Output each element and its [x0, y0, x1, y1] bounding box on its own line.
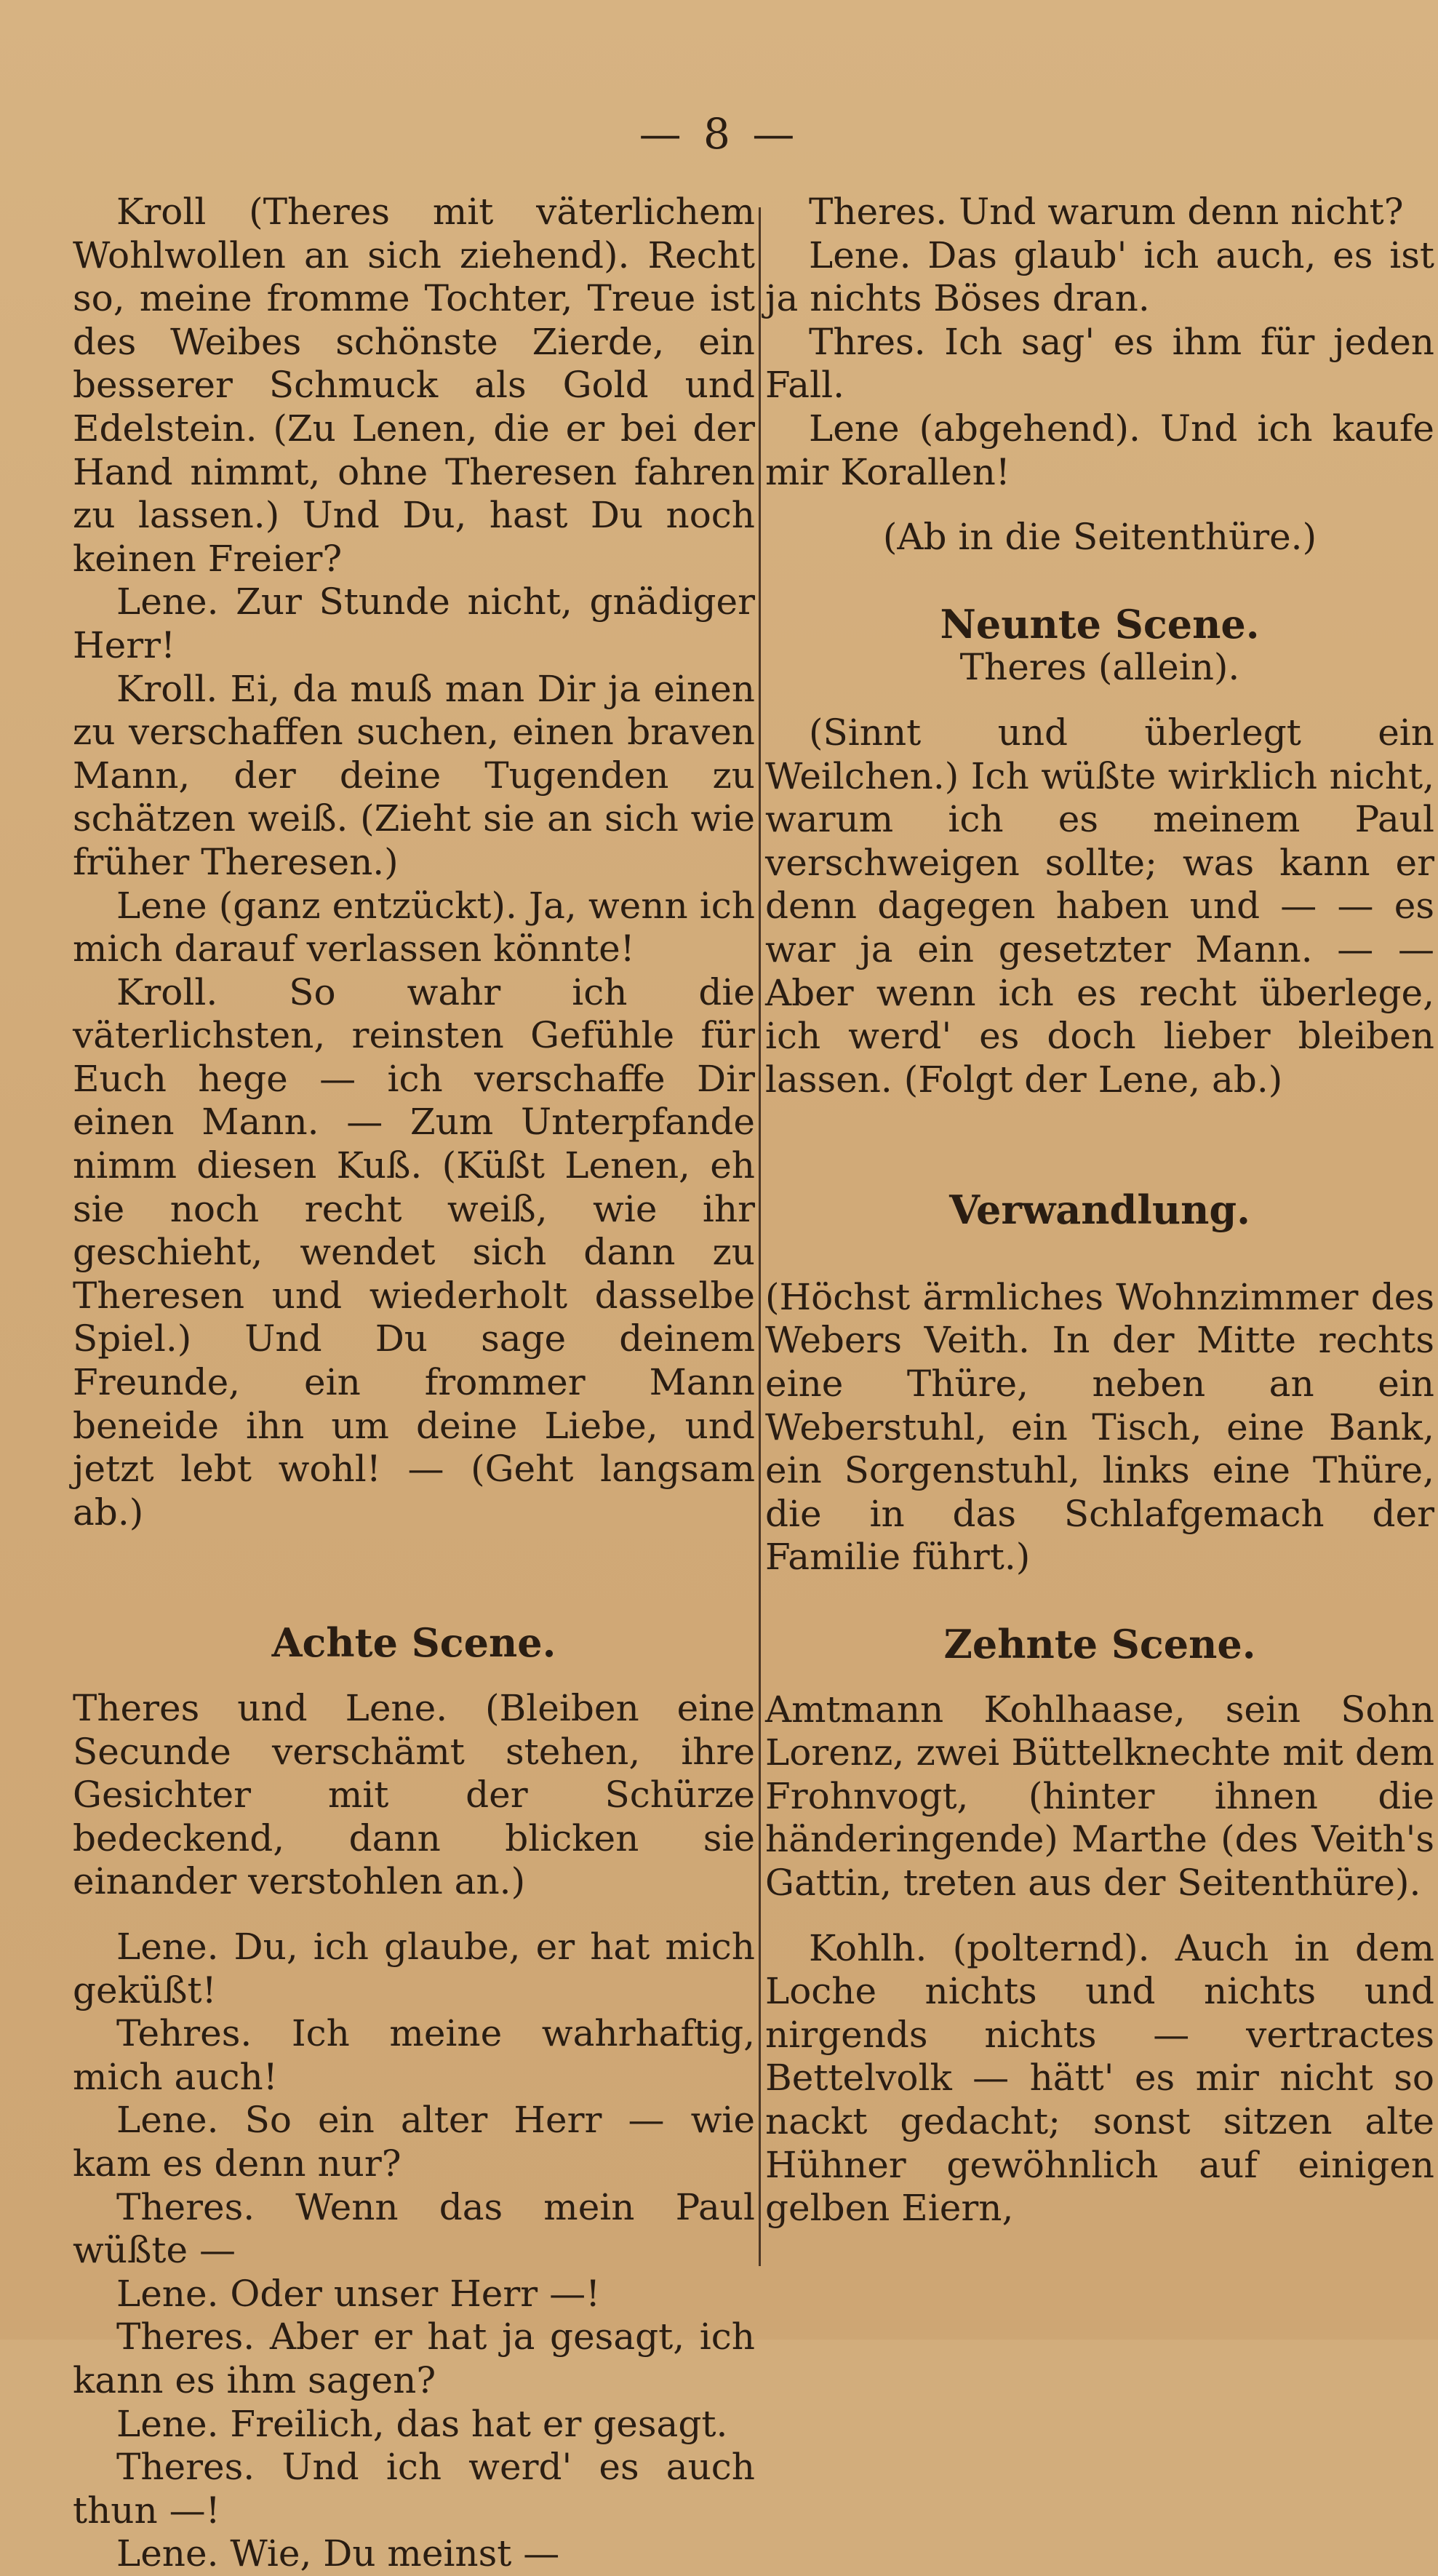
- monologue-theres: (Sinnt und überlegt ein Weilchen.) Ich wüßte wirklich nicht, warum ich es meinem Paul verschweigen sollte; was kann er denn dagegen haben und — — es war ja ein gesetzter Mann. — — Aber wenn ich es recht überlege, ich werd' es doch lieber bleiben lassen. (Folgt der Lene, ab.): [765, 711, 1434, 1101]
- dialogue-lene-9: Lene (abgehend). Und ich kaufe mir Korallen!: [765, 407, 1434, 493]
- dialogue-lene-5: Lene. Oder unser Herr —!: [116, 2272, 601, 2315]
- page-number: — 8 —: [639, 109, 799, 159]
- character-theres-allein: Theres (allein).: [959, 646, 1240, 689]
- dialogue-theres-4: Theres. Und ich werd' es auch thun —!: [73, 2446, 755, 2532]
- dialogue-theres-1: Tehres. Ich meine wahrhaftig, mich auch!: [73, 2012, 755, 2098]
- scene-heading-achte: Achte Scene.: [271, 1619, 556, 1667]
- dialogue-lene-7: Lene. Wie, Du meinst —: [116, 2532, 560, 2575]
- stage-direction-room: (Höchst ärmliches Wohnzimmer des Webers Veith. In der Mitte rechts eine Thüre, neben an ein Weberstuhl, ein Tisch, eine Bank, ein Sorgenstuhl, links eine Thüre, die in das Schlafgemach der Familie führt.): [765, 1275, 1434, 1579]
- stage-direction-zehnte: Amtmann Kohlhaase, sein Sohn Lorenz, zwei Büttelknechte mit dem Frohnvogt, (hinter ihnen die händeringende) Marthe (des Veith's Gattin, treten aus der Seitenthüre).: [765, 1688, 1434, 1904]
- dialogue-theres-6: Thres. Ich sag' es ihm für jeden Fall.: [765, 320, 1434, 407]
- dialogue-theres-3: Theres. Aber er hat ja gesagt, ich kann es ihm sagen?: [73, 2316, 755, 2401]
- column-divider: [759, 207, 761, 2266]
- dialogue-lene-3: Lene. Du, ich glaube, er hat mich geküßt!: [73, 1925, 755, 2011]
- left-column: [73, 191, 755, 2576]
- dialogue-theres-2: Theres. Wenn das mein Paul wüßte —: [73, 2185, 755, 2272]
- dialogue-lene-8: Lene. Das glaub' ich auch, es ist ja nichts Böses dran.: [765, 234, 1434, 320]
- stage-direction-achte: Theres und Lene. (Bleiben eine Secunde verschämt stehen, ihre Gesichter mit der Schürze bedeckend, dann blicken sie einander verstohlen an.): [73, 1687, 755, 1903]
- dialogue-kroll-2: Kroll. Ei, da muß man Dir ja einen zu verschaffen suchen, einen braven Mann, der deine Tugenden zu schätzen weiß. (Zieht sie an sich wie früher Theresen.): [73, 667, 755, 883]
- stage-direction-exit: (Ab in die Seitenthüre.): [882, 516, 1317, 559]
- dialogue-lene-1: Lene. Zur Stunde nicht, gnädiger Herr!: [73, 581, 755, 666]
- dialogue-kroll-1: Kroll (Theres mit väterlichem Wohlwollen an sich ziehend). Recht so, meine fromme Tochter, Treue ist des Weibes schönste Zierde, ein besserer Schmuck als Gold und Edelstein. (Zu Lenen, die er bei der Hand nimmt, ohne Theresen fahren zu lassen.) Und Du, hast Du noch keinen Freier?: [73, 191, 755, 580]
- scene-heading-zehnte: Zehnte Scene.: [943, 1621, 1256, 1668]
- scene-heading-verwandlung: Verwandlung.: [949, 1187, 1250, 1234]
- dialogue-kroll-3: Kroll. So wahr ich die väterlichsten, reinsten Gefühle für Euch hege — ich verschaffe Dir einen Mann. — Zum Unterpfande nimm diesen Kuß. (Küßt Lenen, eh sie noch recht weiß, wie ihr geschieht, wendet sich dann zu Theresen und wiederholt dasselbe Spiel.) Und Du sage deinem Freunde, ein frommer Mann beneide ihn um deine Liebe, und jetzt lebt wohl! — (Geht langsam ab.): [73, 970, 755, 1534]
- dialogue-lene-2: Lene (ganz entzückt). Ja, wenn ich mich darauf verlassen könnte!: [73, 884, 755, 970]
- dialogue-lene-4: Lene. So ein alter Herr — wie kam es denn nur?: [73, 2099, 755, 2185]
- dialogue-lene-6: Lene. Freilich, das hat er gesagt.: [116, 2402, 728, 2445]
- dialogue-theres-5: Theres. Und warum denn nicht?: [809, 191, 1404, 233]
- scene-heading-neunte: Neunte Scene.: [940, 600, 1260, 647]
- dialogue-kohlhaase-1: Kohlh. (polternd). Auch in dem Loche nichts und nichts und nirgends nichts — vertractes Bettelvolk — hätt' es mir nicht so nackt gedacht; sonst sitzen alte Hühner gewöhnlich auf einigen gelben Eiern,: [765, 1926, 1434, 2230]
- right-column: [765, 191, 1434, 2230]
